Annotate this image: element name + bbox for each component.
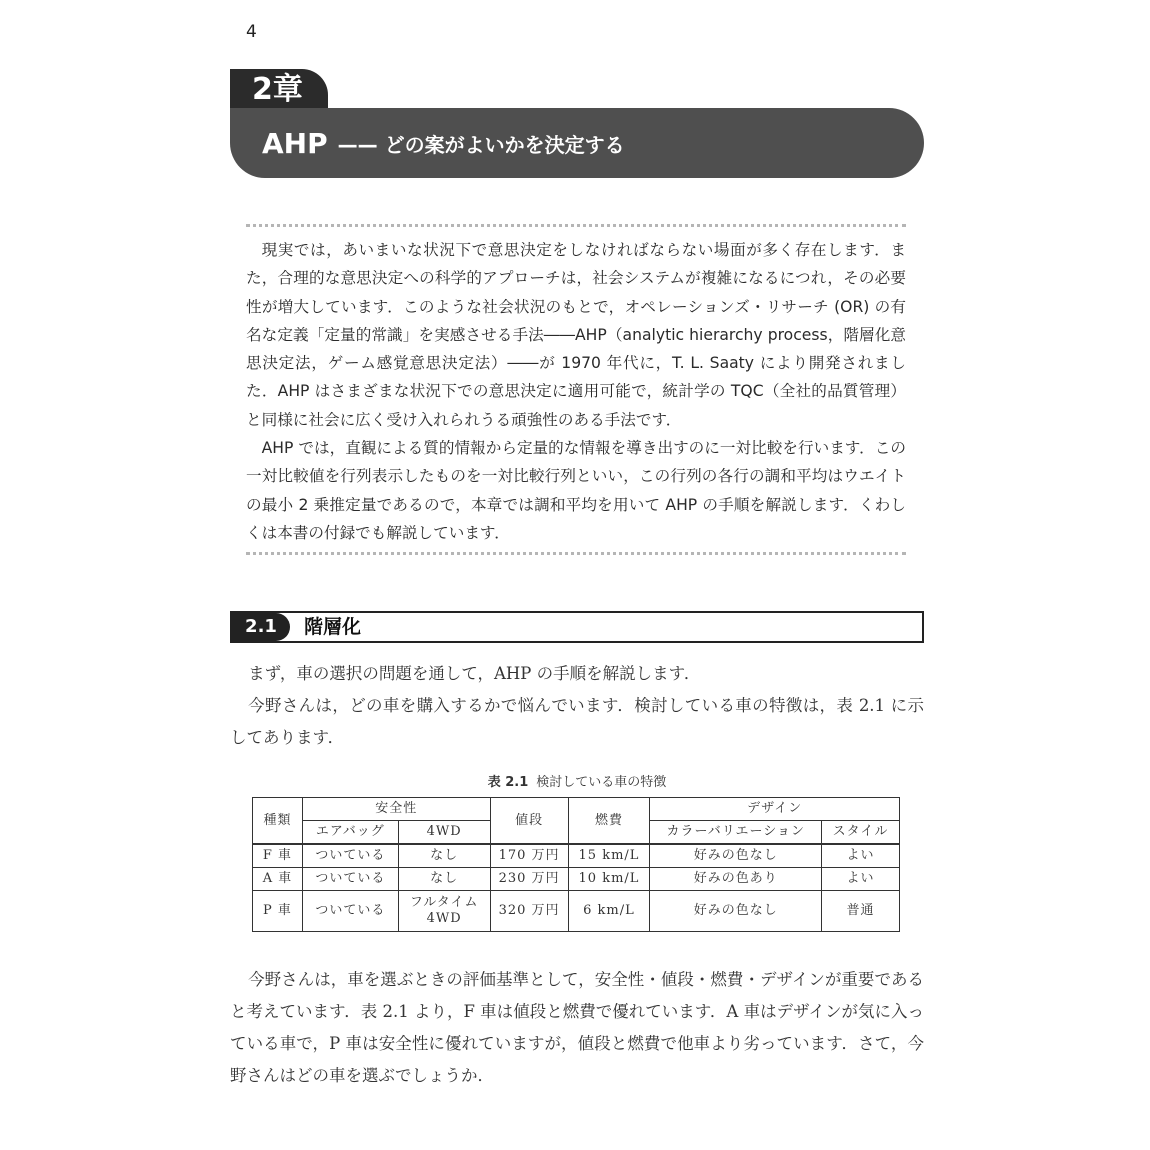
car-features-table — [252, 797, 900, 932]
cell-4wd-line: 4WD — [426, 911, 462, 926]
intro-text — [230, 658, 924, 754]
cell-type: P 車 — [253, 891, 303, 932]
cell-price: 320 万円 — [490, 891, 568, 932]
section-number: 2.1 — [232, 613, 290, 641]
cell-4wd: なし — [398, 844, 490, 868]
chapter-tab: 2章 — [230, 69, 328, 111]
header-airbag: エアバッグ — [302, 821, 398, 845]
chapter-abstract — [246, 236, 906, 547]
abstract-paragraph: AHP では，直観による質的情報から定量的な情報を導き出すのに一対比較を行います．この一対比較値を行列表示したものを一対比較行列といい，この行列の各行の調和平均はウエイトの最小 2 乗推定量であるので，本章では調和平均を用いて AHP の手順を解説します．くわしくは本書の付録でも解説しています． — [246, 439, 906, 542]
header-style: スタイル — [822, 821, 900, 845]
body-paragraph: 今野さんは，車を選ぶときの評価基準として，安全性・値段・燃費・デザインが重要であると考えています．表 2.1 より，F 車は値段と燃費で優れています．A 車はデザインが気に入っている車で，P 車は安全性に優れていますが，値段と燃費で他車より劣っています．さて，今野さんはどの車を選ぶでしょうか． — [230, 970, 924, 1085]
cell-fuel: 10 km/L — [568, 868, 650, 891]
cell-4wd-line: フルタイム — [409, 895, 479, 910]
header-safety: 安全性 — [302, 798, 490, 821]
cell-4wd: なし — [398, 868, 490, 891]
section-heading — [230, 611, 924, 643]
cell-style: よい — [822, 868, 900, 891]
body-paragraph: まず，車の選択の問題を通して，AHP の手順を解説します． — [248, 664, 701, 683]
header-fuel: 燃費 — [568, 798, 650, 845]
abstract-paragraph: 現実では，あいまいな状況下で意思決定をしなければならない場面が多く存在します．また，合理的な意思決定への科学的アプローチは，社会システムが複雑になるにつれ，その必要性が増大しています．このような社会状況のもとで，オペレーションズ・リサーチ (OR) の有名な定義「定量的常識」を実感させる手法――AHP（analytic hierarchy process，階層化意思決定法，ゲーム感覚意思決定法）――が 1970 年代に，T. L. Saaty により開発されました．AHP はさまざまな状況下での意思決定に適用可能で，統計学の TQC（全社的品質管理）と同様に社会に広く受け入れられうる頑強性のある手法です． — [246, 241, 906, 429]
cell-price: 170 万円 — [490, 844, 568, 868]
cell-color: 好みの色あり — [650, 868, 822, 891]
cell-airbag: ついている — [302, 868, 398, 891]
table-row — [253, 891, 900, 932]
table-row — [253, 844, 900, 868]
header-4wd: 4WD — [398, 821, 490, 845]
cell-airbag: ついている — [302, 891, 398, 932]
closing-text — [230, 964, 924, 1092]
cell-fuel: 15 km/L — [568, 844, 650, 868]
cell-color: 好みの色なし — [650, 891, 822, 932]
cell-type: A 車 — [253, 868, 303, 891]
table-caption-label: 表 2.1 — [487, 775, 529, 790]
cell-style: 普通 — [822, 891, 900, 932]
table-row — [253, 868, 900, 891]
header-price: 値段 — [490, 798, 568, 845]
chapter-subtitle: —— どの案がよいかを決定する — [337, 132, 625, 157]
chapter-banner — [230, 108, 924, 178]
chapter-title: AHP — [262, 126, 328, 160]
table-caption — [230, 771, 924, 790]
section-title: 階層化 — [304, 616, 362, 638]
page-number: 4 — [246, 22, 257, 42]
header-type: 種類 — [253, 798, 303, 845]
abstract-top-rule — [246, 224, 906, 227]
cell-color: 好みの色なし — [650, 844, 822, 868]
cell-airbag: ついている — [302, 844, 398, 868]
cell-4wd — [398, 891, 490, 932]
cell-style: よい — [822, 844, 900, 868]
cell-type: F 車 — [253, 844, 303, 868]
abstract-bottom-rule — [246, 552, 906, 555]
header-design: デザイン — [650, 798, 900, 821]
cell-price: 230 万円 — [490, 868, 568, 891]
header-color: カラーバリエーション — [650, 821, 822, 845]
table-caption-text: 検討している車の特徴 — [536, 775, 667, 790]
body-paragraph: 今野さんは，どの車を購入するかで悩んでいます．検討している車の特徴は，表 2.1 に示してあります． — [230, 696, 924, 747]
cell-fuel: 6 km/L — [568, 891, 650, 932]
